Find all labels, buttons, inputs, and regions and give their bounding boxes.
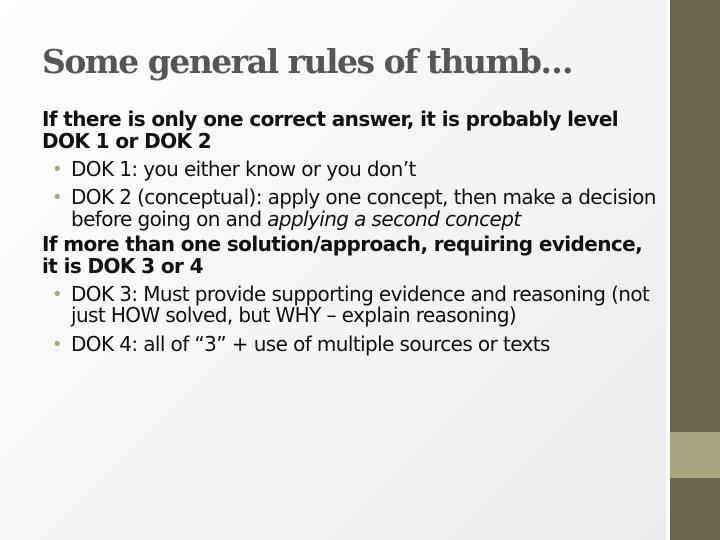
bullet-dok-2 (42, 187, 657, 231)
slide-title: Some general rules of thumb… (42, 42, 572, 81)
bullet-icon: • (52, 334, 63, 356)
section-1-heading: If there is only one correct answer, it is probably level DOK 1 or DOK 2 (42, 107, 619, 153)
bullet-icon: • (52, 187, 63, 209)
bullet-icon: • (52, 283, 63, 305)
bullet-text: DOK 4: all of “3” + use of multiple sources or texts (71, 332, 550, 357)
bullet-text: DOK 3: Must provide supporting evidence and reasoning (not just HOW solved, but WHY – explain reasoning) (71, 281, 650, 328)
side-accent-block (670, 432, 720, 478)
bullet-dok-1 (42, 156, 657, 181)
section-2-bullets (42, 281, 657, 357)
section-2-heading: If more than one solution/approach, requiring evidence, it is DOK 3 or 4 (42, 231, 643, 278)
bullet-dok-4 (42, 334, 657, 356)
slide-content (42, 109, 657, 356)
bullet-dok-3 (42, 281, 657, 328)
bullet-italic-text: applying a second concept (267, 207, 521, 232)
bullet-icon: • (52, 158, 63, 180)
section-1-bullets (42, 156, 657, 232)
bullet-text: DOK 1: you either know or you don’t (71, 156, 416, 181)
bullet-text: DOK 2 (conceptual): apply one concept, then make a decision before going on and (71, 185, 656, 232)
